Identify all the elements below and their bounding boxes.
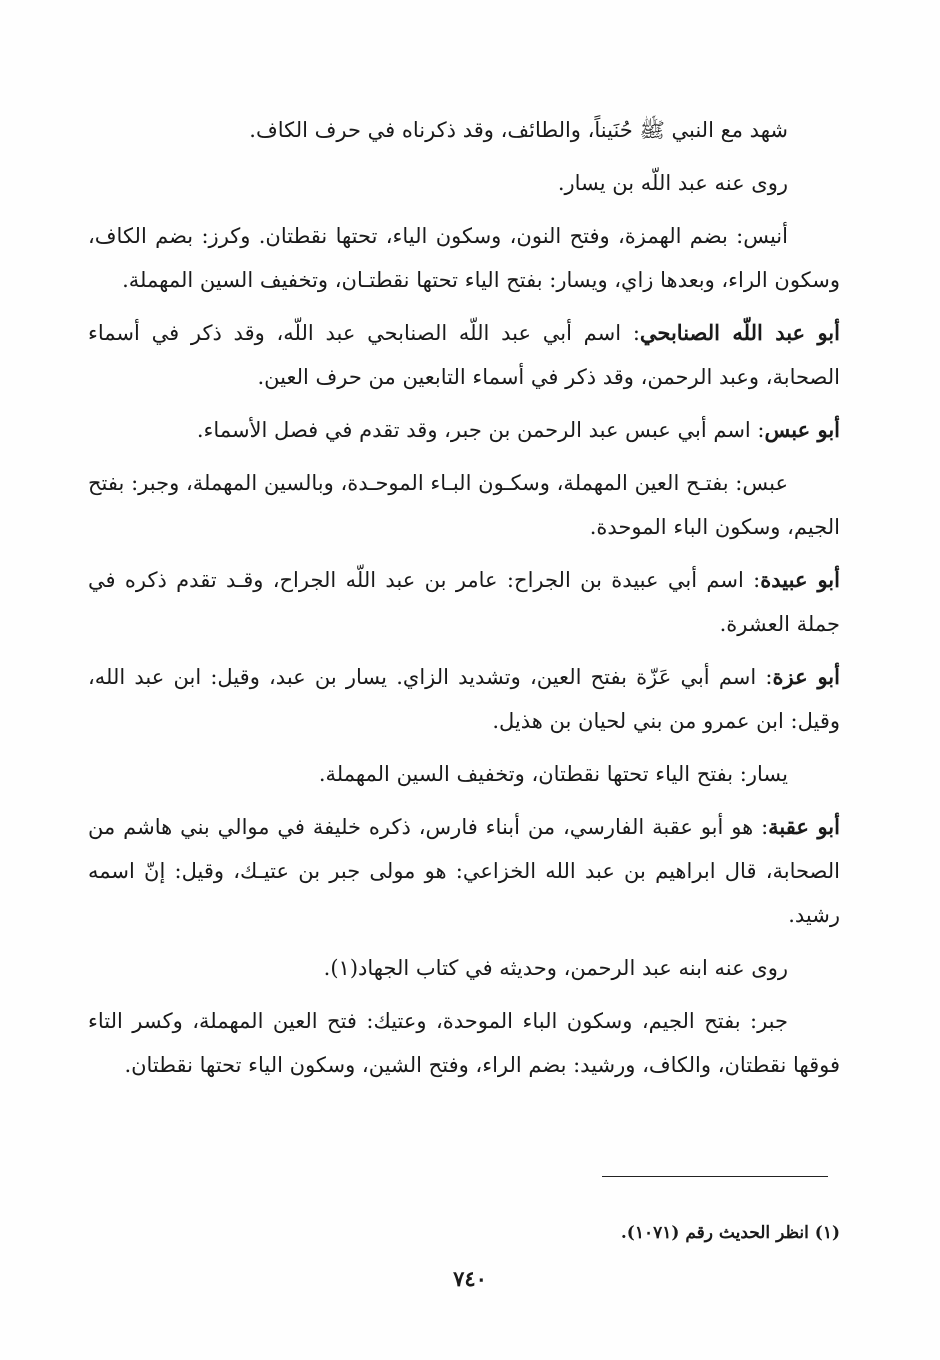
- entry-abu-azza: أبو عزة: اسم أبي عَزّة بفتح العين، وتشديد الزاي. يسار بن عبد، وقيل: ابن عبد الله، وقيل: ابن عمرو من بني لحيان بن هذيل.: [88, 664, 840, 733]
- footnote-divider: [602, 1176, 828, 1177]
- paragraph-2: روى عنه عبد اللّه بن يسار.: [557, 171, 788, 195]
- entry-abu-abs: أبو عبس: اسم أبي عبس عبد الرحمن بن جبر، وقد تقدم في فصل الأسماء.: [196, 417, 840, 442]
- paragraph-1: شهد مع النبي ﷺ حُنَيناً، والطائف، وقد ذكرناه في حرف الكاف.: [249, 118, 788, 142]
- entry-abu-uqba: أبو عقبة: هو أبو عقبة الفارسي، من أبناء فارس، ذكره خليفة في موالي بني هاشم من الصحابة، قال ابراهيم بن عبد الله الخزاعي: هو مولى جبر بن عتيـك، وقيل: إنّ اسمه رشيد.: [88, 814, 840, 927]
- main-text: [88, 108, 840, 1096]
- paragraph-9: يسار: بفتح الياء تحتها نقطتان، وتخفيف السين المهملة.: [318, 762, 788, 786]
- entry-heading: أبو عبد اللّه الصنابحي: [639, 320, 840, 345]
- entry-abu-ubayda: أبو عبيدة: اسم أبي عبيدة بن الجراح: عامر بن عبد اللّه الجراح، وقـد تقدم ذكره في جملة العشرة.: [88, 567, 840, 636]
- paragraph-12: جبر: بفتح الجيم، وسكون الباء الموحدة، وعتيك: فتح العين المهملة، وكسر التاء فوقها نقطتان، والكاف، ورشيد: بضم الراء، وفتح الشين، وسكون الياء تحتها نقطتان.: [88, 1009, 840, 1077]
- paragraph-6: عبس: بفتـح العين المهملة، وسكـون البـاء الموحـدة، وبالسين المهملة، وجبر: بفتح الجيم، وسكون الباء الموحدة.: [88, 471, 840, 539]
- paragraph-3: أنيس: بضم الهمزة، وفتح النون، وسكون الياء، تحتها نقطتان. وكرز: بضم الكاف، وسكون الراء، وبعدها زاي، ويسار: بفتح الياء تحتها نقطتـان، وتخفيف السين المهملة.: [88, 224, 840, 292]
- entry-heading: أبو عبس: [764, 417, 840, 442]
- footnote: (١) انظر الحديث رقم (١٠٧١).: [620, 1223, 840, 1243]
- page-number: ٧٤٠: [453, 1266, 487, 1291]
- entry-heading: أبو عقبة: [768, 814, 840, 839]
- entry-heading: أبو عبيدة: [760, 567, 840, 592]
- entry-abu-abdullah: أبو عبد اللّه الصنابحي: اسم أبي عبد اللّه الصنابحي عبد اللّه، وقد ذكر في أسماء الصحابة، وعبد الرحمن، وقد ذكر في أسماء التابعين من حرف العين.: [88, 320, 840, 389]
- paragraph-11: روى عنه ابنه عبد الرحمن، وحديثه في كتاب الجهاد(١).: [323, 956, 788, 980]
- entry-heading: أبو عزة: [772, 664, 840, 689]
